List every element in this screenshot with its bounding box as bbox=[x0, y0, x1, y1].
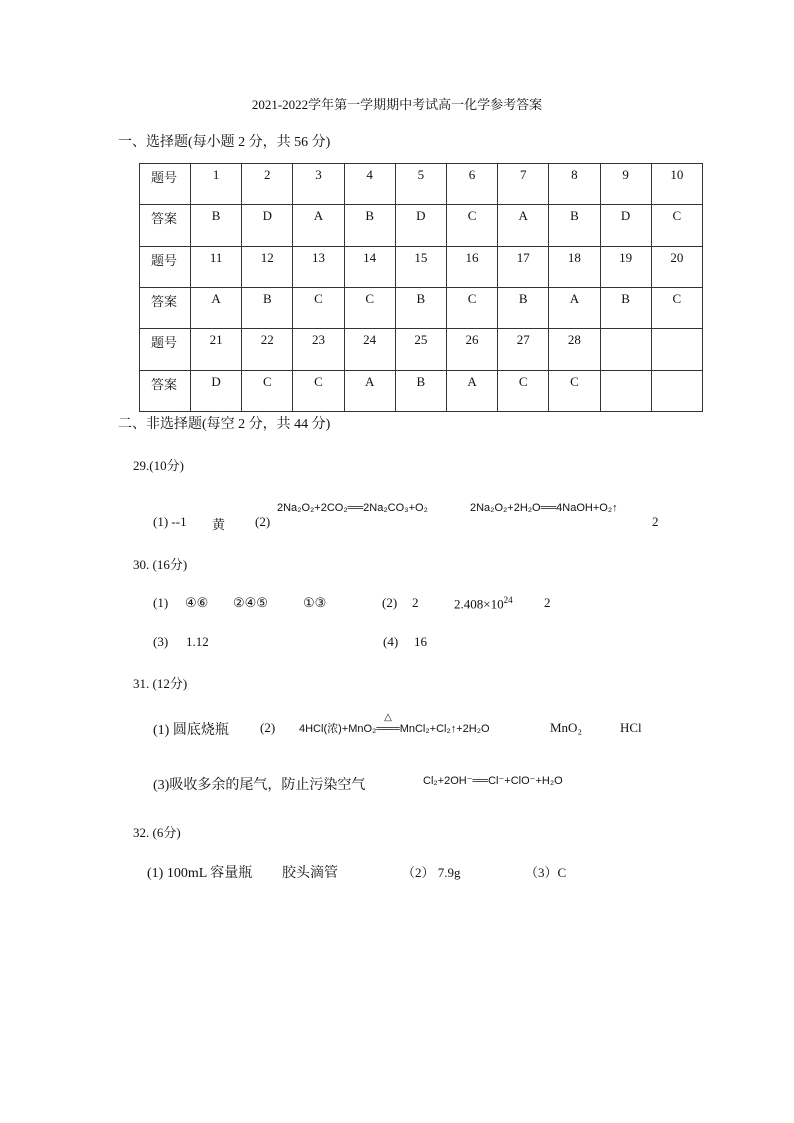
q32-part2: （2） 7.9g bbox=[402, 865, 461, 880]
table-cell: A bbox=[344, 370, 395, 411]
q30-answer-b3: 2 bbox=[544, 595, 551, 610]
table-cell: A bbox=[191, 287, 242, 328]
table-cell: A bbox=[549, 287, 600, 328]
q32-part3: （3）C bbox=[525, 865, 567, 880]
q31-oxidant: MnO₂ bbox=[550, 720, 582, 735]
table-cell: D bbox=[242, 205, 293, 246]
table-cell: C bbox=[651, 287, 702, 328]
page-title: 2021-2022学年第一学期期中考试高一化学参考答案 bbox=[251, 97, 543, 112]
table-cell: C bbox=[446, 287, 497, 328]
q31-part2: (2) bbox=[260, 720, 276, 735]
table-row bbox=[140, 370, 703, 411]
q30-answer-a3: ①③ bbox=[303, 595, 327, 610]
table-cell: 12 bbox=[242, 246, 293, 287]
table-cell: 9 bbox=[600, 164, 651, 205]
table-cell: 7 bbox=[498, 164, 549, 205]
table-cell: 19 bbox=[600, 246, 651, 287]
table-row bbox=[140, 164, 703, 205]
q31-heading: 31. (12分) bbox=[133, 676, 188, 691]
table-cell: C bbox=[498, 370, 549, 411]
table-cell: A bbox=[293, 205, 344, 246]
table-cell: C bbox=[344, 287, 395, 328]
q32-heading: 32. (6分) bbox=[133, 825, 181, 840]
table-row bbox=[140, 205, 703, 246]
table-cell: B bbox=[242, 287, 293, 328]
q31-equation bbox=[299, 712, 490, 736]
table-cell: B bbox=[549, 205, 600, 246]
table-cell: 14 bbox=[344, 246, 395, 287]
q32-part1-b: 胶头滴管 bbox=[282, 866, 338, 881]
q30-part2: (2) bbox=[382, 595, 398, 610]
table-cell: B bbox=[498, 287, 549, 328]
table-cell: A bbox=[498, 205, 549, 246]
table-row bbox=[140, 329, 703, 370]
table-cell: 17 bbox=[498, 246, 549, 287]
q30-answer-b2 bbox=[454, 595, 513, 612]
q29-equation-2: 2Na₂O₂+2H₂O══4NaOH+O₂↑ bbox=[470, 502, 618, 514]
table-cell: C bbox=[242, 370, 293, 411]
q30-part3: (3) bbox=[153, 634, 169, 649]
q30-answer-b1: 2 bbox=[412, 595, 419, 610]
table-cell bbox=[651, 370, 702, 411]
table-cell: D bbox=[191, 370, 242, 411]
q30-answer-b2-exponent: 24 bbox=[503, 595, 513, 605]
q30-answer-b2-base: 2.408×10 bbox=[454, 596, 504, 612]
table-cell: 27 bbox=[498, 329, 549, 370]
table-cell: 8 bbox=[549, 164, 600, 205]
table-cell: 18 bbox=[549, 246, 600, 287]
table-cell: 3 bbox=[293, 164, 344, 205]
row-label: 题号 bbox=[140, 329, 191, 370]
q29-color-answer: 黄 bbox=[212, 517, 226, 532]
q30-part4: (4) bbox=[383, 634, 399, 649]
q29-equation-1: 2Na₂O₂+2CO₂══2Na₂CO₃+O₂ bbox=[277, 502, 428, 514]
table-cell: B bbox=[395, 370, 446, 411]
heat-delta-icon: △ bbox=[384, 712, 392, 723]
table-cell: 22 bbox=[242, 329, 293, 370]
q30-answer-d1: 16 bbox=[414, 634, 427, 649]
table-cell: A bbox=[446, 370, 497, 411]
table-cell: 23 bbox=[293, 329, 344, 370]
row-label: 题号 bbox=[140, 164, 191, 205]
q32-part1: (1) 100mL 容量瓶 bbox=[147, 866, 253, 881]
table-cell: 6 bbox=[446, 164, 497, 205]
q29-last-answer: 2 bbox=[652, 514, 659, 529]
section-1-heading: 一、选择题(每小题 2 分，共 56 分) bbox=[118, 135, 331, 150]
section-2-heading: 二、非选择题(每空 2 分，共 44 分) bbox=[118, 417, 331, 432]
q31-part3: (3)吸收多余的尾气，防止污染空气 bbox=[153, 778, 366, 793]
table-cell: 28 bbox=[549, 329, 600, 370]
q29-part2: (2) bbox=[255, 514, 271, 529]
table-cell: 1 bbox=[191, 164, 242, 205]
table-cell bbox=[600, 329, 651, 370]
table-cell: D bbox=[395, 205, 446, 246]
table-cell bbox=[651, 329, 702, 370]
table-cell: B bbox=[600, 287, 651, 328]
q31-equation-left: 4HCl(浓)+MnO₂ bbox=[299, 723, 377, 735]
table-cell: 25 bbox=[395, 329, 446, 370]
table-cell: B bbox=[344, 205, 395, 246]
q31-part1: (1) 圆底烧瓶 bbox=[153, 723, 229, 738]
q30-answer-c1: 1.12 bbox=[186, 634, 209, 649]
table-cell: 4 bbox=[344, 164, 395, 205]
table-cell: D bbox=[600, 205, 651, 246]
table-cell: 26 bbox=[446, 329, 497, 370]
table-row bbox=[140, 246, 703, 287]
table-cell: C bbox=[293, 287, 344, 328]
table-cell: 21 bbox=[191, 329, 242, 370]
table-cell: 2 bbox=[242, 164, 293, 205]
table-cell: 13 bbox=[293, 246, 344, 287]
q30-part1: (1) bbox=[153, 595, 169, 610]
answer-table bbox=[139, 163, 703, 412]
q31-heat-arrow: △ ═══ bbox=[376, 712, 400, 735]
table-cell: 20 bbox=[651, 246, 702, 287]
q29-part1: (1) --1 bbox=[153, 514, 187, 529]
table-cell: C bbox=[446, 205, 497, 246]
table-cell: 24 bbox=[344, 329, 395, 370]
row-label: 题号 bbox=[140, 246, 191, 287]
q31-reductant: HCl bbox=[620, 720, 642, 735]
table-cell: C bbox=[293, 370, 344, 411]
table-cell: 10 bbox=[651, 164, 702, 205]
table-cell: B bbox=[191, 205, 242, 246]
row-label: 答案 bbox=[140, 370, 191, 411]
table-cell: B bbox=[395, 287, 446, 328]
q30-answer-a1: ④⑥ bbox=[185, 595, 209, 610]
table-cell: 5 bbox=[395, 164, 446, 205]
row-label: 答案 bbox=[140, 205, 191, 246]
q30-answer-a2: ②④⑤ bbox=[233, 595, 268, 610]
table-cell: C bbox=[651, 205, 702, 246]
q31-equation-3: Cl₂+2OH⁻══Cl⁻+ClO⁻+H₂O bbox=[423, 775, 563, 787]
q31-equation-right: MnCl₂+Cl₂↑+2H₂O bbox=[399, 723, 490, 735]
q29-heading: 29.(10分) bbox=[133, 458, 184, 473]
row-label: 答案 bbox=[140, 287, 191, 328]
table-cell: 15 bbox=[395, 246, 446, 287]
table-row bbox=[140, 287, 703, 328]
table-cell: C bbox=[549, 370, 600, 411]
table-cell: 16 bbox=[446, 246, 497, 287]
table-cell: 11 bbox=[191, 246, 242, 287]
q30-heading: 30. (16分) bbox=[133, 557, 188, 572]
table-cell bbox=[600, 370, 651, 411]
